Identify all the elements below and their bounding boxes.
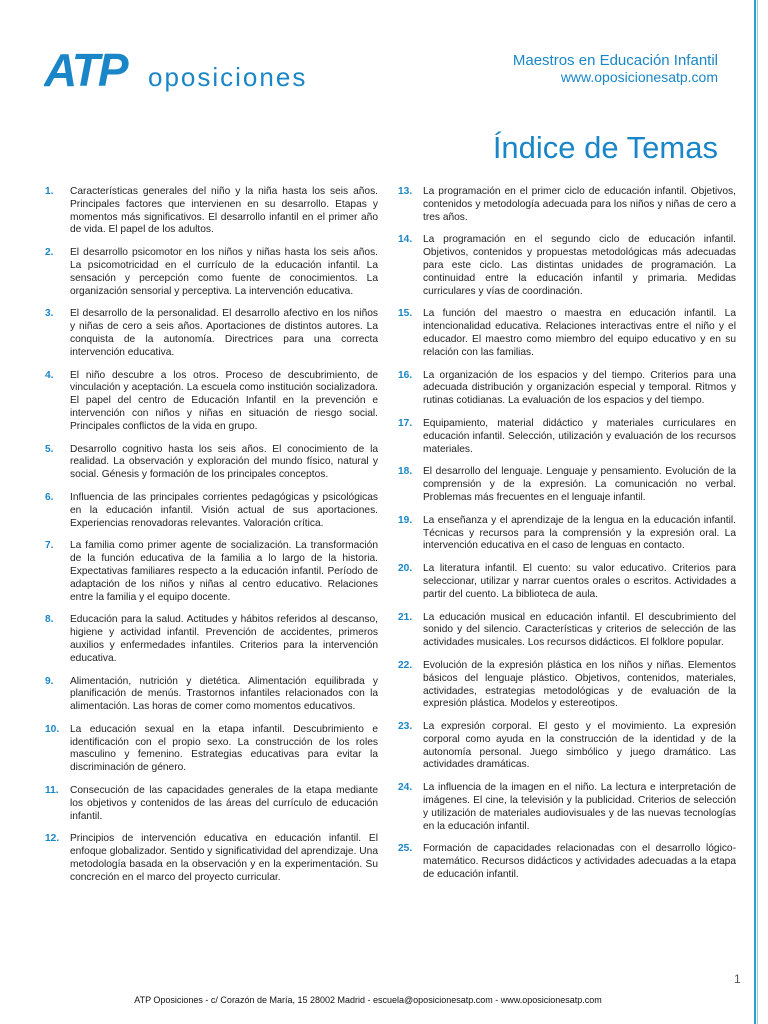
- topic-text: La enseñanza y el aprendizaje de la lengua en la educación infantil. Técnicas y recursos para la comprensión y la expresión oral. La intervención educativa en el caso de lenguas en contacto.: [423, 514, 736, 552]
- topic-item: [398, 612, 736, 650]
- topic-number: 21.: [398, 611, 413, 623]
- topic-item: [45, 833, 378, 884]
- topic-item: [45, 540, 378, 604]
- topic-item: [398, 563, 736, 601]
- topic-number: 25.: [398, 843, 413, 855]
- topic-item: [398, 515, 736, 553]
- topic-item: [398, 234, 736, 298]
- topic-number: 18.: [398, 466, 413, 478]
- topic-item: [398, 660, 736, 711]
- topic-text: La función del maestro o maestra en educación infantil. La intencionalidad educativa. Relaciones interactivas entre el niño y el educador. El maestro como miembro del equipo educativo y en su relación con las familias.: [423, 308, 736, 358]
- topic-item: [45, 370, 378, 434]
- header-info: [513, 52, 718, 85]
- topic-item: [45, 186, 378, 237]
- topic-item: [45, 492, 378, 530]
- topic-text: Formación de capacidades relacionadas con el desarrollo lógico-matemático. Recursos didácticos y actividades adecuadas a la etapa de educación infantil.: [423, 843, 736, 881]
- logo-sub: oposiciones: [148, 62, 308, 92]
- page-title: Índice de Temas: [492, 130, 718, 165]
- topic-item: [45, 247, 378, 298]
- topic-item: [398, 721, 736, 772]
- topic-number: 20.: [398, 563, 413, 575]
- topic-text: Influencia de las principales corrientes pedagógicas y psicológicas en la educación infantil. Visión actual de sus aportaciones. Experiencias renovadoras relevantes. Valoración crítica.: [70, 491, 378, 529]
- topic-text: Alimentación, nutrición y dietética. Alimentación equilibrada y planificación de menús. Trastornos infantiles relacionados con la alimentación. Las horas de comer como momentos educativos.: [70, 675, 378, 713]
- topic-number: 24.: [398, 782, 413, 794]
- topic-text: La programación en el segundo ciclo de educación infantil. Objetivos, contenidos y propuestas metodológicas más adecuadas para este ciclo. Las distintas unidades de programación. La continuidad entre la educación infantil y primaria. Medidas curriculares y vías de coordinación.: [423, 234, 736, 297]
- topic-item: [45, 308, 378, 359]
- topic-number: 11.: [45, 785, 59, 797]
- topic-text: Desarrollo cognitivo hasta los seis años. El conocimiento de la realidad. La observación y exploración del mundo físico, natural y social. Génesis y formación de los principales conceptos.: [70, 443, 378, 481]
- topic-text: La educación sexual en la etapa infantil. Descubrimiento e identificación con el propio sexo. La construcción de los roles masculino y femenino. Estrategias educativas para evitar la discriminación de género.: [70, 723, 378, 774]
- atp-logo: [44, 44, 344, 94]
- topic-text: Educación para la salud. Actitudes y hábitos referidos al descanso, higiene y actividad infantil. Prevención de accidentes, primeros auxilios y enfermedades infantiles. Criterios para la intervención educativa.: [70, 614, 378, 664]
- topic-text: La educación musical en educación infantil. El descubrimiento del sonido y del silencio. Características y criterios de selección de las actividades musicales. Los recursos didácticos. El folklore popular.: [423, 611, 736, 649]
- topic-number: 4.: [45, 369, 54, 381]
- topic-number: 8.: [45, 614, 54, 626]
- page-edge-line: [754, 0, 756, 1024]
- topic-item: [45, 785, 378, 823]
- topic-item: [45, 724, 378, 775]
- topic-number: 2.: [45, 247, 54, 259]
- topic-number: 12.: [45, 833, 60, 845]
- topic-item: [398, 418, 736, 456]
- topic-text: La literatura infantil. El cuento: su valor educativo. Criterios para seleccionar, utilizar y narrar cuentos orales o escritos. Actividades a partir del cuento. La biblioteca de aula.: [423, 563, 736, 600]
- topic-text: El desarrollo de la personalidad. El desarrollo afectivo en los niños y niñas de cero a seis años. Aportaciones de distintos autores. La conquista de la autonomía. Directrices para una correcta intervención educativa.: [70, 308, 378, 358]
- topic-item: [398, 370, 736, 408]
- topic-item: [398, 308, 736, 359]
- topic-text: Principios de intervención educativa en educación infantil. El enfoque globalizador. Sentido y significatividad del aprendizaje. Una metodología basada en la observación y en la experimentación. Su concreción en el marco del proyecto curricular.: [70, 833, 378, 883]
- topic-number: 17.: [398, 417, 413, 429]
- topic-text: Equipamiento, material didáctico y materiales curriculares en educación infantil. Selección, utilización y evaluación de los recursos materiales.: [423, 417, 736, 455]
- topic-number: 3.: [45, 308, 54, 320]
- topic-number: 1.: [45, 186, 54, 197]
- topic-number: 14.: [398, 234, 413, 246]
- topic-number: 13.: [398, 186, 413, 197]
- topic-text: Evolución de la expresión plástica en los niños y niñas. Elementos básicos del lenguaje plástico. Objetivos, contenidos, materiales, actividades, estrategias metodológicas y de evaluación de la expresión plástica. Modelos y estereotipos.: [423, 659, 736, 710]
- topic-number: 15.: [398, 308, 413, 320]
- topic-number: 22.: [398, 659, 413, 671]
- topic-item: [398, 186, 736, 224]
- header-website[interactable]: www.oposicionesatp.com: [560, 69, 718, 85]
- topic-text: La programación en el primer ciclo de educación infantil. Objetivos, contenidos y metodología adecuada para los niños y niñas de cero a tres años.: [423, 186, 736, 223]
- topic-text: El niño descubre a los otros. Proceso de descubrimiento, de vinculación y aceptación. La escuela como institución socializadora. El papel del centro de Educación Infantil en la prevención e intervención con niños y niñas en situación de riesgo social. Principales conflictos de la vida en grupo.: [70, 369, 378, 432]
- topic-text: La expresión corporal. El gesto y el movimiento. La expresión corporal como ayuda en la construcción de la identidad y de la autonomía personal. Juego simbólico y juego dramático. Las actividades dramáticas.: [423, 721, 736, 771]
- topic-number: 6.: [45, 491, 54, 503]
- topic-number: 16.: [398, 369, 413, 381]
- page-number: 1: [734, 972, 741, 986]
- page-edge-line-thin: [757, 0, 758, 1024]
- topic-number: 5.: [45, 443, 54, 455]
- topic-number: 23.: [398, 721, 413, 733]
- topic-item: [45, 444, 378, 482]
- topics-left-column: [45, 186, 378, 895]
- topic-item: [45, 614, 378, 665]
- topic-number: 19.: [398, 514, 413, 526]
- topic-text: Consecución de las capacidades generales de la etapa mediante los objetivos y contenidos de las áreas del currículo de educación infantil.: [70, 785, 378, 822]
- topic-item: [398, 782, 736, 833]
- topic-item: [45, 676, 378, 714]
- header-subtitle: Maestros en Educación Infantil: [512, 52, 718, 69]
- topics-right-column: [398, 186, 736, 892]
- topic-text: El desarrollo psicomotor en los niños y niñas hasta los seis años. La psicomotricidad en el currículo de la educación infantil. La sensación y percepción como fuente de conocimientos. La organización sensorial y perceptiva. La intervención educativa.: [70, 247, 378, 297]
- topic-item: [398, 466, 736, 504]
- topic-text: Características generales del niño y la niña hasta los seis años. Principales factores que intervienen en su desarrollo. Etapas y momentos más significativos. El desarrollo infantil en el primer año de vida. El papel de los adultos.: [70, 186, 378, 236]
- footer: ATP Oposiciones - c/ Corazón de María, 15 28002 Madrid - escuela@oposicionesatp.com - www.oposicionesatp.com: [134, 995, 602, 1005]
- topic-item: [398, 843, 736, 881]
- topic-text: La influencia de la imagen en el niño. La lectura e interpretación de imágenes. El cine, la televisión y la publicidad. Criterios de selección y utilización de materiales audiovisuales y de las nuevas tecnologías en la educación infantil.: [423, 782, 736, 832]
- topic-text: La organización de los espacios y del tiempo. Criterios para una adecuada distribución y organización especial y temporal. Ritmos y rutinas cotidianas. La evaluación de los espacios y del tiempo.: [423, 369, 736, 407]
- topic-number: 10.: [45, 723, 60, 735]
- logo-main: ATP: [44, 44, 127, 94]
- topic-text: La familia como primer agente de socialización. La transformación de la función educativa de la familia a lo largo de la historia. Expectativas familiares respecto a la educación infantil. Período de adaptación de los niños y niñas al centro educativo. Relaciones entre la familia y el equipo docente.: [70, 540, 378, 603]
- topic-text: El desarrollo del lenguaje. Lenguaje y pensamiento. Evolución de la comprensión y de la expresión. La comunicación no verbal. Problemas más frecuentes en el lenguaje infantil.: [423, 466, 736, 503]
- topic-number: 9.: [45, 675, 54, 687]
- topic-number: 7.: [45, 540, 54, 552]
